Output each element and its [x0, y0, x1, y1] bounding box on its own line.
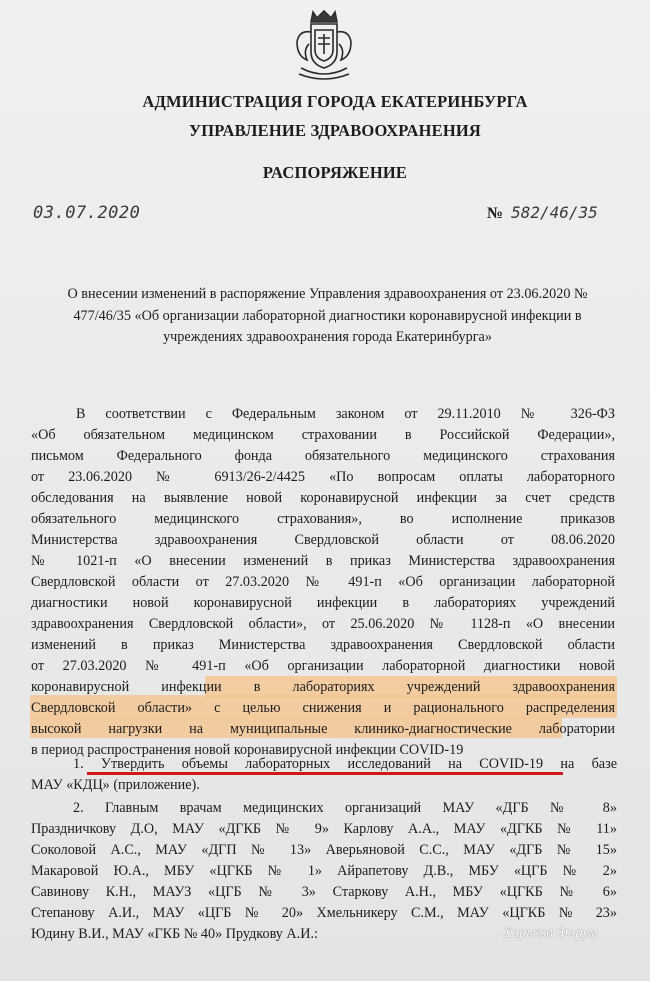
preamble-line: в период распространения новой коронавирусной инфекции COVID-19 — [31, 742, 464, 758]
preamble-line: высокой нагрузки на муниципальные клинико-диагностические лаборатории — [31, 721, 615, 737]
preamble-line: диагностики новой коронавирусной инфекции в лабораториях учреждений — [31, 595, 615, 611]
preamble-line: коронавирусной инфекции в лабораториях учреждений здравоохранения — [31, 679, 615, 695]
number-value: 582/46/35 — [511, 203, 598, 222]
preamble-line: изменений в приказ Министерства здравоохранения Свердловской области — [31, 637, 615, 653]
preamble-line: обязательного медицинского страхования», во исполнение приказов — [31, 511, 615, 527]
document-type: РАСПОРЯЖЕНИЕ — [262, 163, 408, 182]
document-date: 03.07.2020 — [33, 203, 141, 223]
preamble-line: В соответствии с Федеральным законом от 29.11.2010 № 326-ФЗ — [76, 406, 615, 422]
organization-title: АДМИНИСТРАЦИЯ ГОРОДА ЕКАТЕРИНБУРГА — [142, 92, 528, 111]
document-number — [487, 203, 598, 223]
preamble-line: здравоохранения Свердловской области», от 25.06.2020 № 1128-п «О внесении — [31, 616, 615, 632]
preamble-line: № 1021-п «О внесении изменений в приказ Министерства здравоохранения — [31, 553, 615, 569]
item-line: 1. Утвердить объемы лабораторных исследований на COVID-19 на базе — [73, 756, 617, 772]
item-line: Макаровой Ю.А., МБУ «ЦГКБ № 1» Айрапетову Д.В., МБУ «ЦГБ № 2» — [31, 863, 617, 879]
item-line: Праздничкову Д.О, МАУ «ДГКБ № 9» Карлову А.А., МАУ «ДГКБ № 11» — [31, 821, 617, 837]
preamble-line: письмом Федерального фонда обязательного медицинского страхования — [31, 448, 615, 464]
item-line: Соколовой А.С., МАУ «ДГП № 13» Аверьяновой С.С., МАУ «ДГБ № 15» — [31, 842, 617, 858]
department-title: УПРАВЛЕНИЕ ЗДРАВООХРАНЕНИЯ — [188, 121, 482, 140]
red-underline-mark — [87, 772, 563, 775]
preamble-line: Министерства здравоохранения Свердловской области от 08.06.2020 — [31, 532, 615, 548]
preamble-line: Свердловской области» с целью снижения и рационального распределения — [31, 700, 615, 716]
preamble-line: от 27.03.2020 № 491-п «Об организации лабораторной диагностики новой — [31, 658, 615, 674]
forum-watermark: Харьков Форум — [503, 925, 598, 941]
preamble-line: от 23.06.2020 № 6913/26-2/4425 «По вопросам оплаты лабораторного — [31, 469, 615, 485]
number-sign: № — [487, 205, 504, 222]
document-subject: О внесении изменений в распоряжение Управления здравоохранения от 23.06.2020 № 477/46/35 «Об организации лабораторной диагностики коронавирусной инфекции в учреждениях здравоохранения города Екатеринбурга» — [67, 286, 588, 345]
item-line: Степанову А.И., МАУ «ЦГБ № 20» Хмельникеру С.М., МАУ «ЦГКБ № 23» — [31, 905, 617, 921]
item-line: Савинову К.Н., МАУЗ «ЦГБ № 3» Старкову А.Н., МБУ «ЦГКБ № 6» — [31, 884, 617, 900]
item-line: 2. Главным врачам медицинских организаций МАУ «ДГБ № 8» — [73, 800, 617, 816]
city-coat-of-arms-icon — [291, 8, 357, 82]
preamble-line: обследования на выявление новой коронавирусной инфекции за счет средств — [31, 490, 615, 506]
item-line: МАУ «КДЦ» (приложение). — [31, 777, 200, 793]
item-line: Юдину В.И., МАУ «ГКБ № 40» Прудкову А.И.: — [31, 926, 318, 942]
preamble-line: Свердловской области от 27.03.2020 № 491-п «Об организации лабораторной — [31, 574, 615, 590]
preamble-line: «Об обязательном медицинском страховании в Российской Федерации», — [31, 427, 615, 443]
